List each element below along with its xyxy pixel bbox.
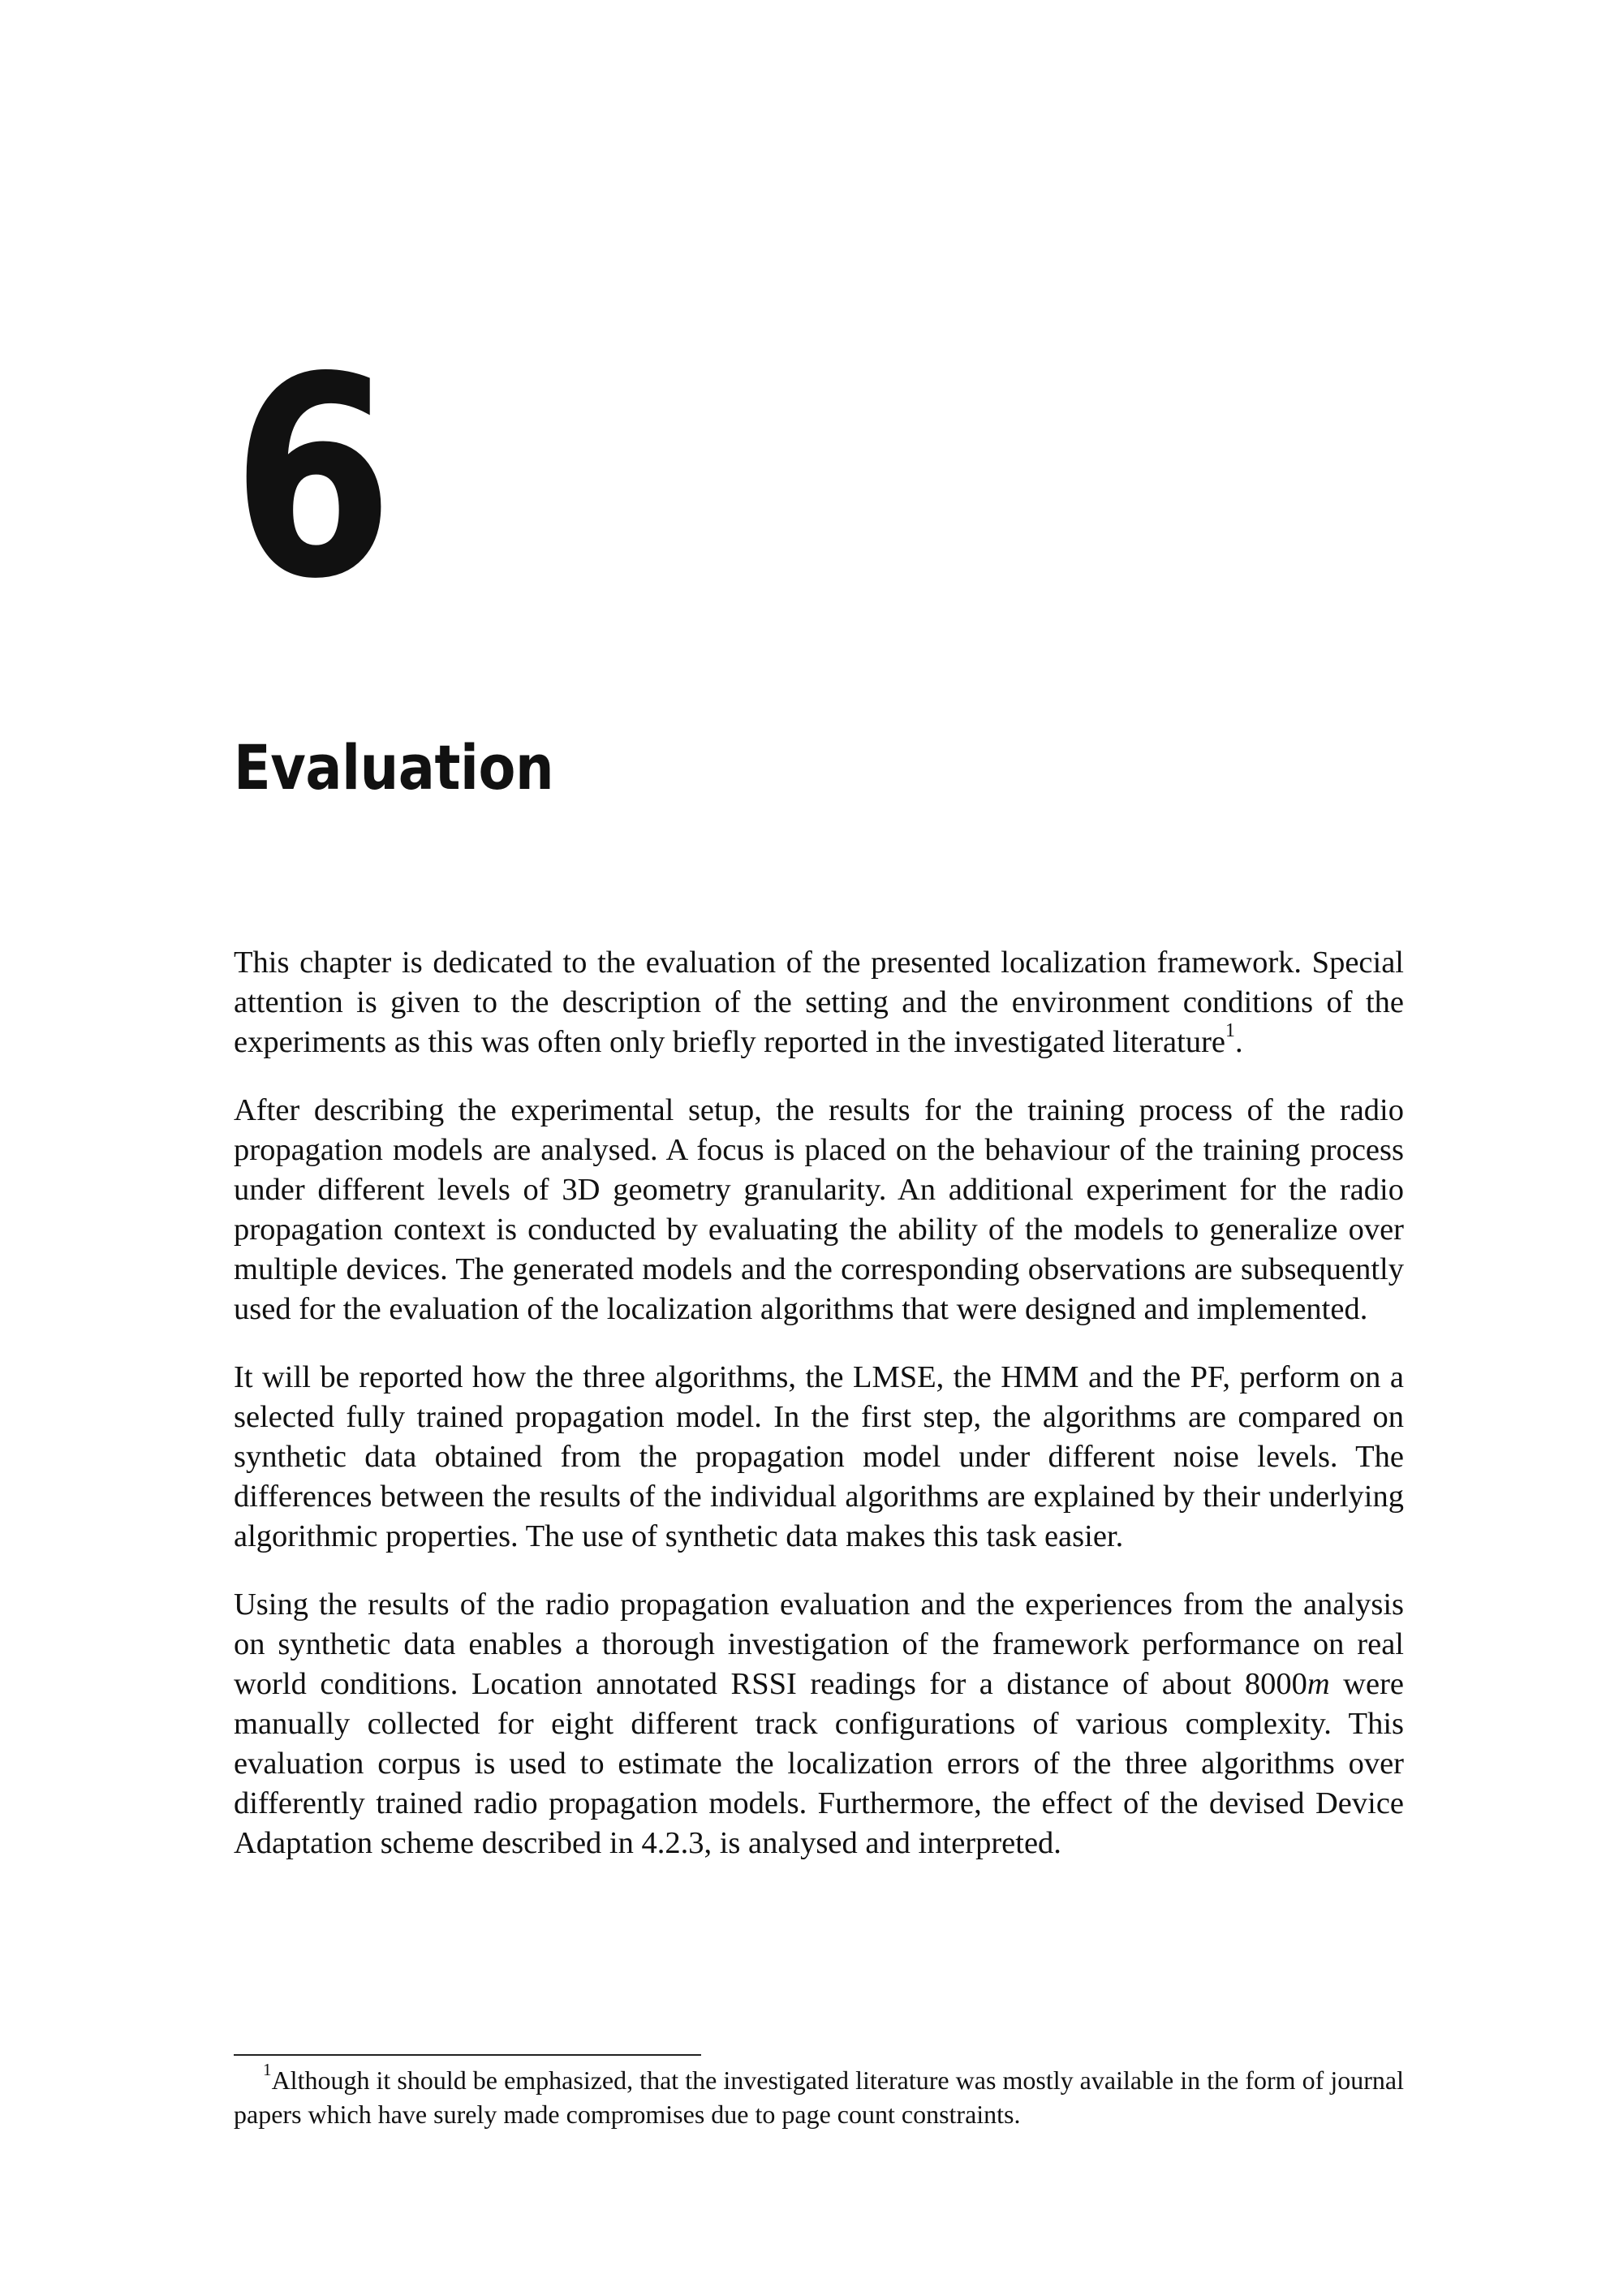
- paragraph-intro: [234, 943, 1404, 1062]
- footnote: [234, 2060, 1404, 2131]
- paragraph-text-before: Using the results of the radio propagation evaluation and the experiences from the analysis on synthetic data enables a thorough investigation of the framework performance on real world conditions. Location annotated RSSI readings for a distance of about 8000: [234, 1587, 1404, 1701]
- footnote-text: Although it should be emphasized, that the investigated literature was mostly available in the form of journal papers which have surely made compromises due to page count constraints.: [234, 2066, 1404, 2129]
- chapter-title: Evaluation: [234, 731, 554, 803]
- paragraph-setup: After describing the experimental setup, the results for the training process of the radio propagation models are analysed. A focus is placed on the behaviour of the training process under different levels of 3D geometry granularity. An additional experiment for the radio propagation context is conducted by evaluating the ability of the models to generalize over multiple devices. The generated models and the corresponding observations are subsequently used for the evaluation of the localization algorithms that were designed and implemented.: [234, 1093, 1404, 1326]
- paragraph-real-world: [234, 1585, 1404, 1863]
- paragraph-tail: .: [1234, 1025, 1243, 1059]
- paragraph-text: This chapter is dedicated to the evaluation of the presented localization framework. Special attention is given to the description of the setting and the environment conditions of the experiments as this was often only briefly reported in the investigated literature: [234, 946, 1404, 1059]
- footnote-marker-ref[interactable]: 1: [1225, 1019, 1235, 1041]
- footnote-rule: [234, 2054, 701, 2056]
- footnote-marker: 1: [263, 2060, 272, 2080]
- chapter-number: 6: [232, 318, 390, 640]
- paragraph-algorithms: It will be reported how the three algorithms, the LMSE, the HMM and the PF, perform on a selected fully trained propagation model. In the first step, the algorithms are compared on synthetic data obtained from the propagation model under different noise levels. The differences between the results of the individual algorithms are explained by their underlying algorithmic properties. The use of synthetic data makes this task easier.: [234, 1360, 1404, 1553]
- paragraph-text-after: were manually collected for eight different track configurations of various complexity. This evaluation corpus is used to estimate the localization errors of the three algorithms over differently trained radio propagation models. Furthermore, the effect of the devised Device Adaptation scheme described in 4.2.3, is analysed and interpreted.: [234, 1667, 1404, 1860]
- distance-unit: m: [1307, 1667, 1330, 1701]
- chapter-body: [234, 943, 1404, 1892]
